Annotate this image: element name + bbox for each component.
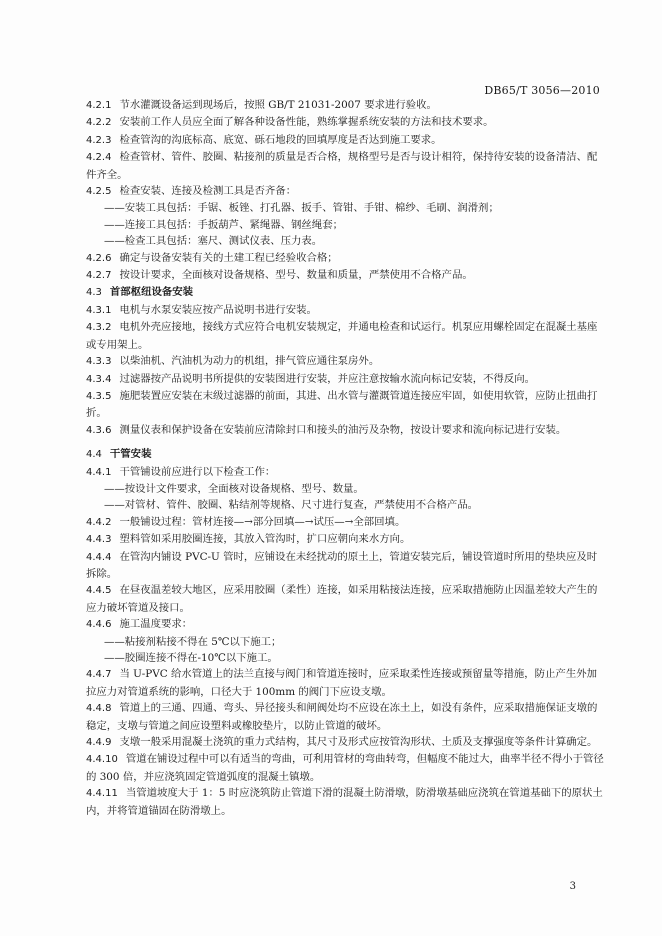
list-item: ——胶圈连接不得在-10℃以下施工。 — [104, 652, 278, 664]
clause-text: 施肥装置应安装在末级过滤器的前面，其进、出水管与灌溉管道连接应牢固，如使用软管，应防止扭曲打折。 — [86, 389, 598, 420]
clause-text: 管道上的三通、四通、弯头、异径接头和闸阀处均不应设在冻土上，如没有条件，应采取措施保证支墩的稳定，支墩与管道之间应设塑料或橡胶垫片，以防止管道的破坏。 — [86, 702, 598, 732]
list-item: ——对管材、管件、胶圈、粘结剂等规格、尺寸进行复查，严禁使用不合格产品。 — [104, 499, 479, 512]
clause — [86, 582, 606, 616]
section-heading — [86, 284, 606, 301]
spacer — [86, 439, 606, 446]
clause-number: 4.4.8 — [86, 703, 112, 715]
clause-text: 安装前工作人员应全面了解各种设备性能，熟练掌握系统安装的方法和技术要求。 — [119, 116, 494, 129]
clause-number: 4.4.3 — [86, 534, 112, 546]
clause — [86, 785, 606, 819]
clause-text: 当 U-PVC 给水管道上的法兰直接与阀门和管道连接时，应采取柔性连接或预留量等措施，防止产生外加拉应力对管道系统的影响，口径大于 100mm 的阀门下应设支墩。 — [86, 668, 597, 698]
clause-text: 按设计要求，全面核对设备规格、型号、数量和质量，严禁使用不合格产品。 — [119, 269, 473, 282]
clause-text: 当管道坡度大于 1：5 时应浇筑防止管道下滑的混凝土防滑墩，防滑墩基础应浇筑在管道基础下的原状土内，并将管道锚固在防滑墩上。 — [86, 787, 603, 817]
clause — [86, 97, 606, 114]
document-body — [86, 97, 606, 819]
clause — [86, 388, 606, 422]
clause-number: 4.3.6 — [86, 424, 112, 436]
clause — [86, 302, 606, 319]
clause — [86, 267, 606, 284]
list-item: ——粘接剂粘接不得在 5℃以下施工； — [104, 635, 282, 648]
clause — [86, 464, 606, 481]
clause — [86, 132, 606, 149]
clause-number: 4.4.4 — [86, 551, 112, 563]
clause-text: 以柴油机、汽油机为动力的机组，排气管应通往泵房外。 — [119, 355, 380, 368]
clause-text: 施工温度要求： — [119, 618, 193, 631]
clause-number: 4.2.6 — [86, 252, 112, 264]
clause — [86, 422, 606, 439]
list-item: ——连接工具包括：手扳葫芦、紧绳器、钢丝绳套； — [104, 218, 343, 231]
clause — [86, 700, 606, 734]
clause-number: 4.3 — [86, 287, 102, 299]
clause — [86, 183, 606, 200]
clause-text: 检查管材、管件、胶圈、粘接剂的质量是否合格，规格型号是否与设计相符，保持待安装的设备清洁、配件齐全。 — [86, 151, 598, 181]
clause-number: 4.3.3 — [86, 356, 112, 368]
clause — [86, 319, 606, 353]
clause — [86, 114, 606, 131]
clause — [86, 549, 606, 583]
clause — [86, 514, 606, 531]
clause-text: 过滤器按产品说明书所提供的安装图进行安装，并应注意按输水流向标记安装，不得反向。 — [119, 372, 536, 385]
clause-text: 在管沟内铺设 PVC-U 管时，应铺设在未经扰动的原土上，管道安装完后，铺设管道时所用的垫块应及时拆除。 — [86, 550, 598, 580]
clause-number: 4.3.5 — [86, 390, 112, 402]
clause-number: 4.4.6 — [86, 619, 112, 631]
clause — [86, 149, 606, 183]
clause-number: 4.2.1 — [86, 100, 112, 111]
clause — [86, 751, 606, 785]
clause-number: 4.4.9 — [86, 737, 112, 749]
clause-text: 检查安装、连接及检测工具是否齐备： — [119, 185, 297, 198]
clause-text: 检查管沟的沟底标高、底宽、砾石地段的回填厚度是否达到施工要求。 — [119, 133, 442, 146]
clause-number: 4.4.1 — [86, 466, 112, 478]
clause-number: 4.3.4 — [86, 373, 112, 385]
list-item: ——安装工具包括：手锯、板锉、打孔器、扳手、管钳、手钳、棉纱、毛刷、润滑剂； — [104, 202, 499, 215]
clause-text: 确定与设备安装有关的土建工程已经验收合格； — [119, 251, 338, 264]
clause-number: 4.4.11 — [86, 788, 118, 800]
clause-text: 节水灌溉设备运到现场后，按照 GB/T 21031-2007 要求进行验收。 — [119, 99, 437, 111]
clause-text: 管道在铺设过程中可以有适当的弯曲，可利用管材的弯曲转弯，但幅度不能过大，曲率半径不得小于管径的 300 倍，并应浇筑固定管道弧度的混凝土镇墩。 — [86, 753, 604, 783]
clause-text: 在昼夜温差较大地区，应采用胶圈（柔性）连接，如采用粘接法连接，应采取措施防止因温差较大产生的应力破坏管道及接口。 — [86, 584, 598, 614]
clause — [86, 666, 606, 700]
clause-text: 干管铺设前应进行以下检查工作： — [119, 465, 276, 478]
clause-text: 测量仪表和保护设备在安装前应清除封口和接头的油污及杂物，按设计要求和流向标记进行安装。 — [119, 423, 567, 436]
clause-number: 4.2.3 — [86, 134, 112, 146]
clause-number: 4.3.1 — [86, 304, 112, 316]
clause-number: 4.2.2 — [86, 117, 112, 129]
list-item: ——检查工具包括：塞尺、测试仪表、压力表。 — [104, 235, 323, 248]
clause-number: 4.4.7 — [86, 669, 112, 681]
clause — [86, 371, 606, 388]
clause — [86, 353, 606, 370]
clause-number: 4.2.4 — [86, 152, 112, 164]
clause-text: 支墩一般采用混凝土浇筑的重力式结构，其尺寸及形式应按管沟形状、土质及支撑强度等条件计算确定。 — [119, 736, 598, 749]
clause-text: 电机与水泵安装应按产品说明书进行安装。 — [119, 303, 317, 316]
clause-number: 4.4 — [86, 449, 102, 461]
section-heading — [86, 446, 606, 463]
clause-number: 4.4.2 — [86, 516, 112, 528]
clause — [86, 616, 606, 633]
clause-number: 4.2.7 — [86, 270, 112, 282]
clause — [86, 531, 606, 548]
clause-text: 电机外壳应接地，接线方式应符合电机安装规定，并通电检查和试运行。机泵应用螺栓固定在混凝土基座或专用架上。 — [86, 321, 598, 351]
clause-number: 4.4.10 — [86, 754, 118, 766]
clause-text: 干管安装 — [109, 448, 152, 461]
clause — [86, 734, 606, 751]
clause-number: 4.4.5 — [86, 585, 112, 597]
clause — [86, 250, 606, 267]
clause-number: 4.2.5 — [86, 186, 112, 198]
standard-code: DB65/T 3056—2010 — [484, 84, 600, 97]
clause-text: 塑料管如采用胶圈连接，其放入管沟时，扩口应朝向来水方向。 — [119, 533, 411, 546]
clause-text: 一般铺设过程：管材连接—→部分回填—→试压—→全部回填。 — [119, 515, 406, 528]
clause-text: 首部枢纽设备安装 — [109, 286, 194, 299]
list-item: ——按设计文件要求，全面核对设备规格、型号、数量。 — [104, 482, 364, 495]
clause-number: 4.3.2 — [86, 322, 112, 334]
page-number: 3 — [569, 881, 576, 892]
